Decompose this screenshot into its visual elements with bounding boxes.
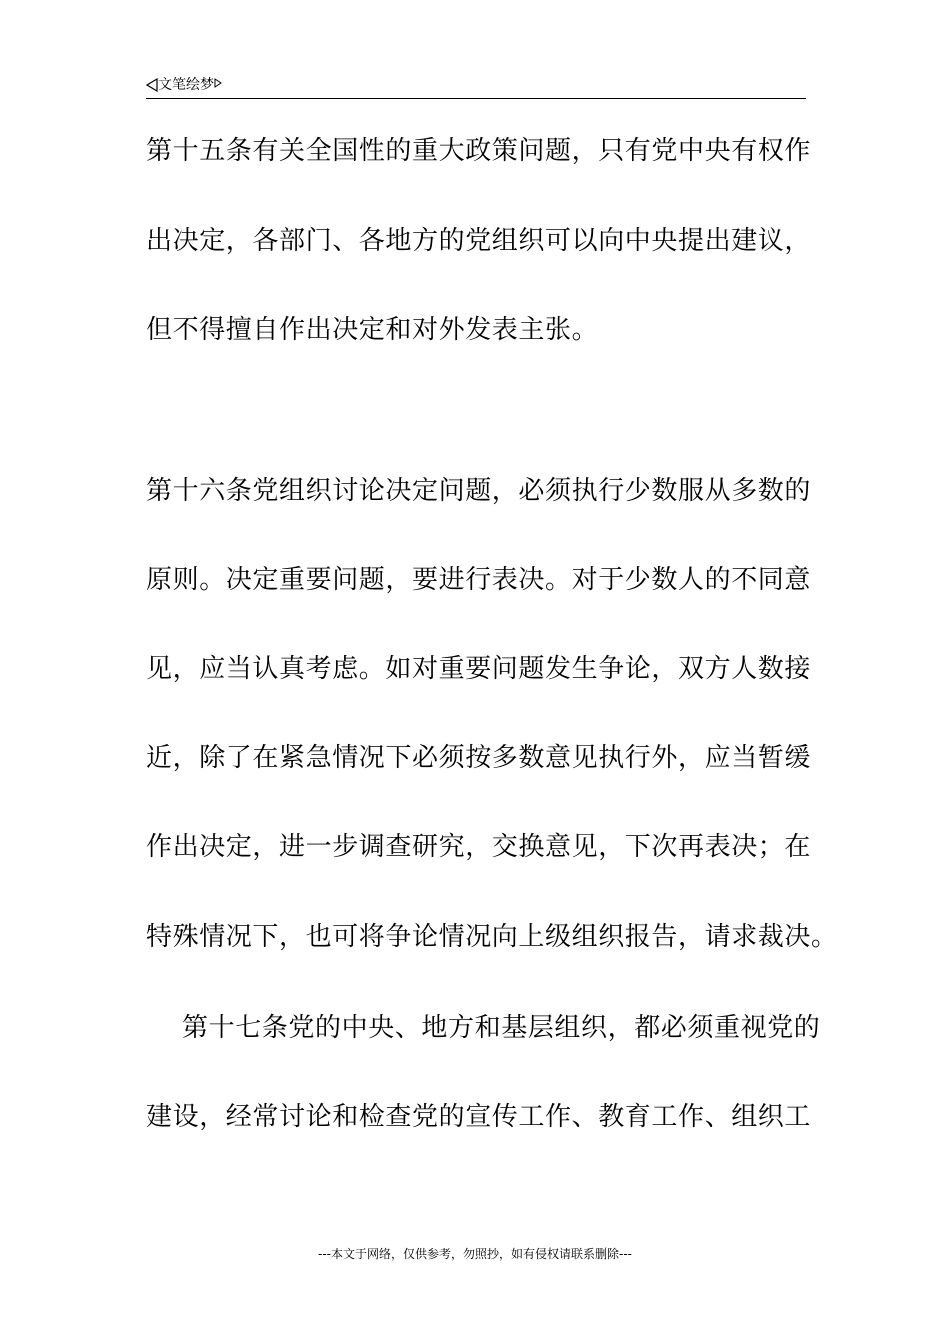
text-line: 第十七条党的中央、地方和基层组织，都必须重视党的 — [182, 1013, 821, 1043]
text-line: 建设，经常讨论和检查党的宣传工作、教育工作、组织工 — [146, 1102, 812, 1132]
triangle-left-icon — [146, 78, 158, 92]
page-header — [146, 74, 806, 99]
text-line: 第十六条党组织讨论决定问题，必须执行少数服从多数的 — [146, 476, 812, 506]
text-line: 出决定，各部门、各地方的党组织可以向中央提出建议， — [146, 226, 812, 256]
text-line: 原则。决定重要问题，要进行表决。对于少数人的不同意 — [146, 565, 812, 595]
header-title: 文笔绘梦 — [158, 77, 214, 93]
text-line: 作出决定，进一步调查研究，交换意见，下次再表决；在 — [146, 832, 812, 862]
text-line: 近，除了在紧急情况下必须按多数意见执行外，应当暂缓 — [146, 743, 812, 773]
text-line: 第十五条有关全国性的重大政策问题，只有党中央有权作 — [146, 136, 812, 166]
triangle-right-icon — [214, 78, 222, 88]
text-line: 特殊情况下，也可将争论情况向上级组织报告，请求裁决。 — [146, 922, 838, 952]
header-title-group — [146, 76, 222, 94]
page-footer: ---本文于网络，仅供参考，勿照抄，如有侵权请联系删除--- — [318, 1247, 632, 1261]
text-line: 但不得擅自作出决定和对外发表主张。 — [146, 315, 599, 345]
text-line: 见，应当认真考虑。如对重要问题发生争论，双方人数接 — [146, 654, 812, 684]
